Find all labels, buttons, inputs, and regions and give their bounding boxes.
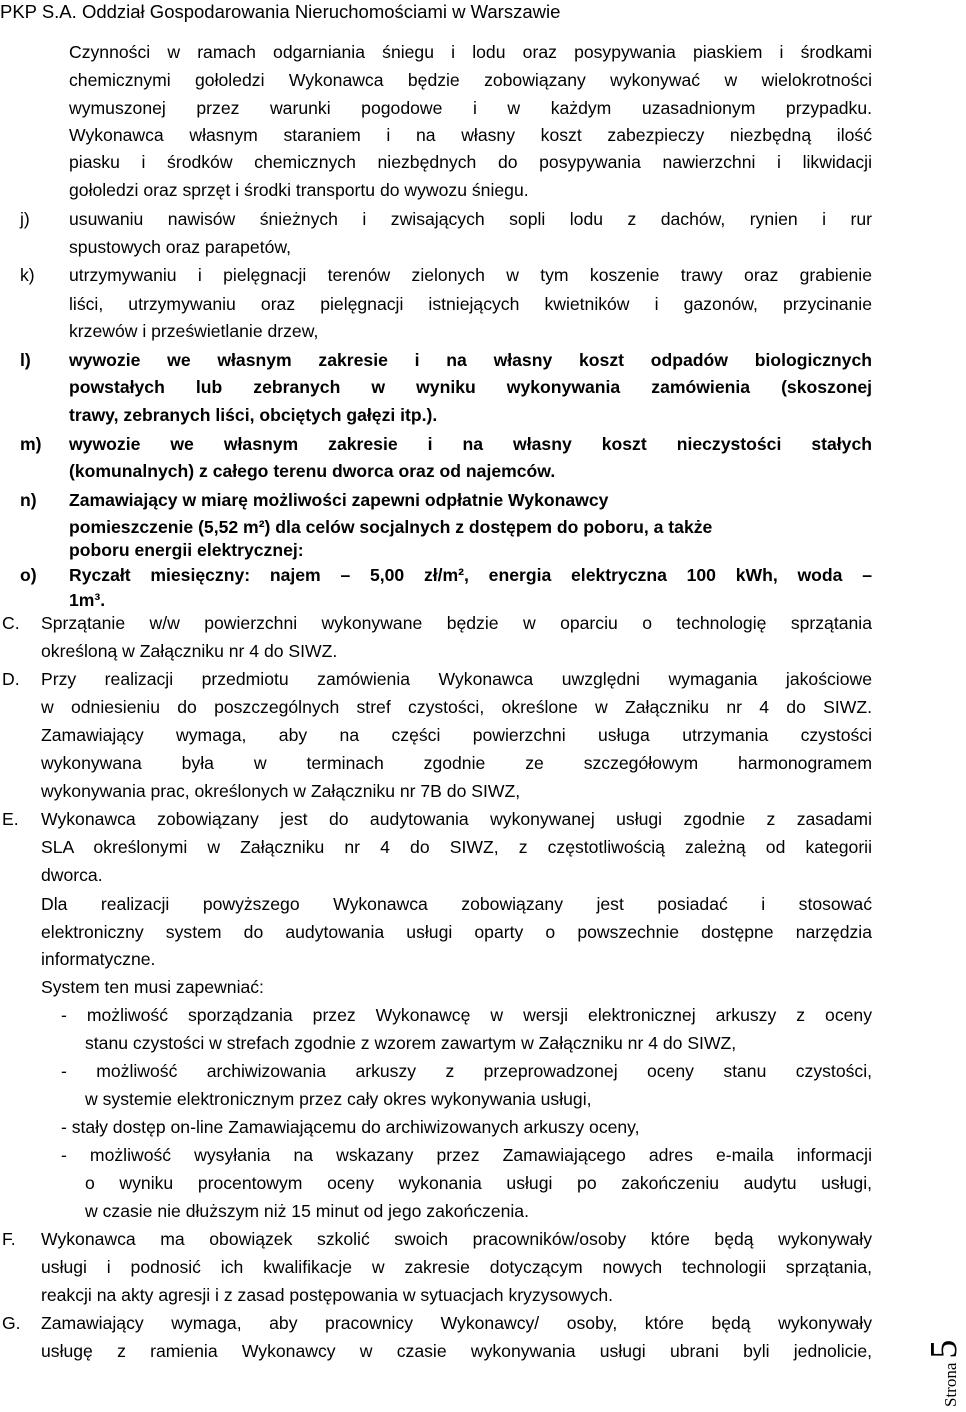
list-item-k-line: utrzymywaniu i pielęgnacji terenów zielonych w tym koszenie trawy oraz grabienie xyxy=(69,265,872,285)
section-f-line: usługi i podnosić ich kwalifikacje w zakresie dotyczącym nowych technologii sprzątania, xyxy=(41,1257,872,1277)
section-d-line: Zamawiający wymaga, aby na części powierzchni usługa utrzymania czystości xyxy=(41,725,872,745)
page-number: 5 xyxy=(923,1339,965,1359)
list-label-l: l) xyxy=(20,350,31,370)
list-label-j: j) xyxy=(20,209,30,229)
page-number-footer xyxy=(922,1340,966,1407)
section-e-line: elektroniczny system do audytowania usługi oparty o powszechnie dostępne narzędzia xyxy=(41,922,872,942)
requirement-item: - możliwość sporządzania przez Wykonawcę w wersji elektronicznej arkuszy z oceny xyxy=(61,1005,872,1025)
intro-line: gołoledzi oraz sprzęt i środki transportu do wywozu śniegu. xyxy=(69,180,529,200)
intro-line: wymuszonej przez warunki pogodowe i w każdym uzasadnionym przypadku. xyxy=(69,98,872,118)
section-g-line: usługę z ramienia Wykonawcy w czasie wykonywania usługi ubrani byli jednolicie, xyxy=(41,1341,872,1361)
list-item-j-line: spustowych oraz parapetów, xyxy=(69,237,292,257)
section-f-line: reakcji na akty agresji i z zasad postępowania w sytuacjach kryzysowych. xyxy=(41,1285,614,1305)
list-item-o-line: Ryczałt miesięczny: najem – 5,00 zł/m², energia elektryczna 100 kWh, woda – xyxy=(69,565,872,585)
page-label: Strona xyxy=(941,1362,960,1407)
requirement-item: stanu czystości w strefach zgodnie z wzorem zawartym w Załączniku nr 4 do SIWZ, xyxy=(85,1033,737,1053)
intro-line: Wykonawca własnym staraniem i na własny koszt zabezpieczy niezbędną ilość xyxy=(69,125,872,145)
list-item-n-line: poboru energii elektrycznej: xyxy=(69,540,304,560)
list-item-o-line: 1m³. xyxy=(69,590,106,610)
company-name: PKP S.A. xyxy=(0,1,77,22)
section-g-line: Zamawiający wymaga, aby pracownicy Wykonawcy/ osoby, które będą wykonywały xyxy=(41,1313,872,1333)
list-item-j-line: usuwaniu nawisów śnieżnych i zwisających sopli lodu z dachów, rynien i rur xyxy=(69,209,872,229)
list-item-l-line: wywozie we własnym zakresie i na własny koszt odpadów biologicznych xyxy=(69,350,872,370)
list-item-k-line: liści, utrzymywaniu oraz pielęgnacji istniejących kwietników i gazonów, przycinanie xyxy=(69,294,872,314)
requirement-item: - stały dostęp on-line Zamawiającemu do archiwizowanych arkuszy oceny, xyxy=(61,1117,640,1137)
section-d-line: w odniesieniu do poszczególnych stref czystości, określone w Załączniku nr 4 do SIWZ. xyxy=(41,697,872,717)
requirement-item: - możliwość wysyłania na wskazany przez Zamawiającego adres e-maila informacji xyxy=(61,1145,872,1165)
section-e-line: informatyczne. xyxy=(41,949,156,969)
section-label-d: D. xyxy=(2,669,20,689)
intro-line: piasku i środków chemicznych niezbędnych do posypywania nawierzchni i likwidacji xyxy=(69,152,872,172)
section-e-line: SLA określonymi w Załączniku nr 4 do SIWZ, z częstotliwością zależną od kategorii xyxy=(41,837,872,857)
list-item-k-line: krzewów i prześwietlanie drzew, xyxy=(69,321,319,341)
section-e-line: dworca. xyxy=(41,865,103,885)
department-name: Oddział Gospodarowania Nieruchomościami w Warszawie xyxy=(81,1,561,22)
requirement-item: w czasie nie dłuższym niż 15 minut od jego zakończenia. xyxy=(85,1201,529,1221)
list-item-n-line: Zamawiający w miarę możliwości zapewni odpłatnie Wykonawcy xyxy=(69,490,609,510)
section-e-line: Wykonawca zobowiązany jest do audytowania wykonywanej usługi zgodnie z zasadami xyxy=(41,809,872,829)
section-e-line: Dla realizacji powyższego Wykonawca zobowiązany jest posiadać i stosować xyxy=(41,894,872,914)
section-d-line: wykonywana była w terminach zgodnie ze szczegółowym harmonogramem xyxy=(41,753,872,773)
intro-line: Czynności w ramach odgarniania śniegu i lodu oraz posypywania piaskiem i środkami xyxy=(69,42,872,62)
list-item-m-line: wywozie we własnym zakresie i na własny koszt nieczystości stałych xyxy=(69,434,872,454)
requirement-item: - możliwość archiwizowania arkuszy z przeprowadzonej oceny stanu czystości, xyxy=(61,1061,872,1081)
list-label-o: o) xyxy=(20,565,37,585)
list-item-l-line: trawy, zebranych liści, obciętych gałęzi itp.). xyxy=(69,405,438,425)
list-label-m: m) xyxy=(20,434,42,454)
section-label-c: C. xyxy=(2,613,20,633)
requirement-item: w systemie elektronicznym przez cały okres wykonywania usługi, xyxy=(85,1089,592,1109)
section-d-line: wykonywania prac, określonych w Załączniku nr 7B do SIWZ, xyxy=(41,781,521,801)
page-header xyxy=(0,0,560,24)
requirement-item: o wyniku procentowym oceny wykonania usługi po zakończeniu audytu usługi, xyxy=(85,1173,872,1193)
section-label-g: G. xyxy=(2,1313,21,1333)
section-e-line: System ten musi zapewniać: xyxy=(41,977,264,997)
section-c-line: Sprzątanie w/w powierzchni wykonywane będzie w oparciu o technologię sprzątania xyxy=(41,613,872,633)
list-label-k: k) xyxy=(20,265,35,285)
list-item-m-line: (komunalnych) z całego terenu dworca oraz od najemców. xyxy=(69,461,556,481)
intro-line: chemicznymi gołoledzi Wykonawca będzie zobowiązany wykonywać w wielokrotności xyxy=(69,70,872,90)
section-f-line: Wykonawca ma obowiązek szkolić swoich pracowników/osoby które będą wykonywały xyxy=(41,1229,872,1249)
list-label-n: n) xyxy=(20,490,37,510)
section-d-line: Przy realizacji przedmiotu zamówienia Wykonawca uwzględni wymagania jakościowe xyxy=(41,669,872,689)
section-label-f: F. xyxy=(2,1229,16,1249)
list-item-l-line: powstałych lub zebranych w wyniku wykonywania zamówienia (skoszonej xyxy=(69,377,872,397)
section-c-line: określoną w Załączniku nr 4 do SIWZ. xyxy=(41,641,338,661)
list-item-n-line: pomieszczenie (5,52 m²) dla celów socjalnych z dostępem do poboru, a także xyxy=(69,517,713,537)
section-label-e: E. xyxy=(2,809,19,829)
